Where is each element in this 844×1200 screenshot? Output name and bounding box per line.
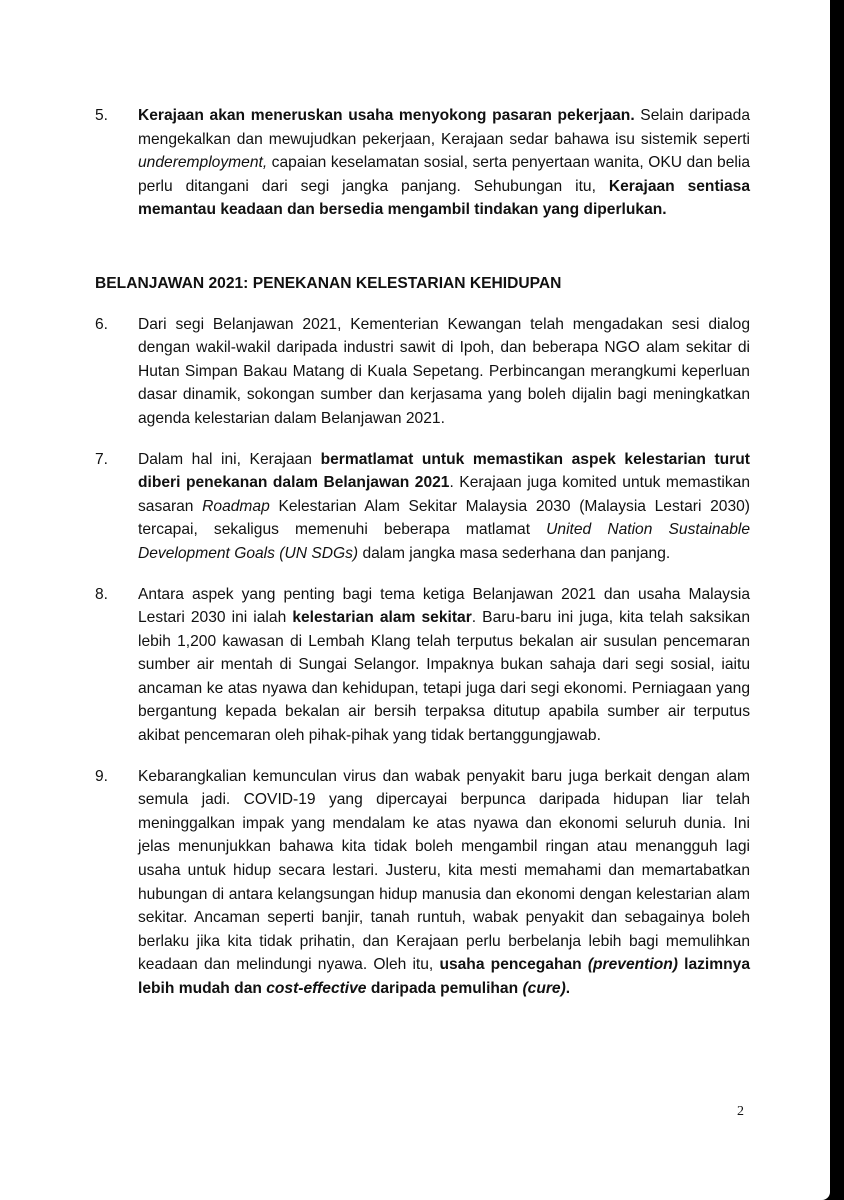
paragraph-segment: (cure) xyxy=(522,980,566,997)
paragraph-segment: cost-effective xyxy=(266,980,367,997)
paragraph-segment: kelestarian alam sekitar xyxy=(292,609,472,627)
paragraph-6 xyxy=(95,313,750,431)
paragraph-segment: United Nation Sustainable Development Goals (UN SDGs) xyxy=(138,521,750,562)
paragraph-number: 6. xyxy=(95,315,109,333)
page-number: 2 xyxy=(737,1104,744,1119)
paragraph-segment: Selain daripada mengekalkan dan mewujudkan pekerjaan, Kerajaan sedar bahawa isu sistemik seperti xyxy=(138,107,750,148)
paragraph-segment: dalam jangka masa sederhana dan panjang. xyxy=(358,544,671,562)
paragraph-segment: Roadmap xyxy=(202,497,270,515)
paragraph-number: 9. xyxy=(95,767,109,785)
paragraph-segment: Kebarangkalian kemunculan virus dan wabak penyakit baru juga berkait dengan alam semula jadi. COVID-19 yang dipercayai berpunca daripada hidupan liar telah meninggalkan impak yang mendalam ke atas nyawa dan ekonomi seluruh dunia. Ini jelas menunjukkan bahawa kita tidak boleh mengambil ringan atau menangguh lagi usaha untuk hidup secara lestari. Justeru, kita mesti memahami dan memartabatkan hubungan di antara kelangsungan hidup manusia dan ekonomi dengan kelestarian alam sekitar. Ancaman seperti banjir, tanah runtuh, wabak penyakit dan sebagainya boleh berlaku jika kita tidak prihatin, dan Kerajaan perlu berbelanja lebih bagi memulihkan keadaan dan melindungi nyawa. Oleh itu, xyxy=(138,767,750,974)
paragraph-segment: Dari segi Belanjawan 2021, Kementerian Kewangan telah mengadakan sesi dialog dengan wakil-wakil daripada industri sawit di Ipoh, dan beberapa NGO alam sekitar di Hutan Simpan Bakau Matang di Kuala Sepetang. Perbincangan merangkumi keperluan dasar dinamik, sokongan sumber dan kerjasama yang boleh dijalin bagi meningkatkan agenda kelestarian dalam Belanjawan 2021. xyxy=(138,315,750,427)
paragraph-segment: capaian keselamatan sosial, serta penyertaan wanita, OKU dan belia perlu ditangani dari segi jangka panjang. Sehubungan itu, xyxy=(138,154,750,195)
paragraph-segment: usaha pencegahan xyxy=(439,956,588,974)
paragraph-5 xyxy=(95,104,750,222)
paragraph-8 xyxy=(95,583,750,748)
paragraph-segment: (prevention) xyxy=(587,956,678,974)
section-heading: BELANJAWAN 2021: PENEKANAN KELESTARIAN KEHIDUPAN xyxy=(95,274,562,292)
paragraph-segment: underemployment, xyxy=(138,154,268,172)
paragraph-segment: . Baru-baru ini juga, kita telah saksikan lebih 1,200 kawasan di Lembah Klang telah terputus bekalan air susulan pencemaran sumber air mentah di Sungai Selangor. Impaknya bukan sahaja dari segi sosial, iaitu ancaman ke atas nyawa dan kehidupan, tetapi juga dari segi ekonomi. Perniagaan yang bergantung kepada bekalan air bersih terpaksa ditutup apabila sumber air terputus akibat pencemaran oleh pihak-pihak yang tidak bertanggungjawab. xyxy=(138,609,750,745)
paragraph-segment: Kerajaan akan meneruskan usaha menyokong pasaran pekerjaan. xyxy=(138,107,635,124)
paragraph-segment: daripada pemulihan xyxy=(366,980,523,997)
paragraph-number: 5. xyxy=(95,107,109,124)
paragraph-segment: Kelestarian Alam Sekitar Malaysia 2030 (Malaysia Lestari 2030) tercapai, sekaligus memenuhi beberapa matlamat xyxy=(138,497,750,539)
document-body xyxy=(95,104,750,1001)
paragraph-segment: Antara aspek yang penting bagi tema ketiga Belanjawan 2021 dan usaha Malaysia Lestari 2030 ini ialah xyxy=(138,585,750,627)
paragraph-segment: Dalam hal ini, Kerajaan xyxy=(138,450,321,468)
paragraph-segment: . Kerajaan juga komited untuk memastikan sasaran xyxy=(138,474,750,515)
paragraph-segment: bermatlamat untuk memastikan aspek kelestarian turut diberi penekanan dalam Belanjawan 2021 xyxy=(138,450,750,492)
paragraph-segment: Kerajaan sentiasa memantau keadaan dan bersedia mengambil tindakan yang diperlukan. xyxy=(138,177,751,219)
paragraph-number: 8. xyxy=(95,585,109,603)
paragraph-9 xyxy=(95,765,750,1001)
paragraph-7 xyxy=(95,448,750,566)
paragraph-segment: . xyxy=(565,980,571,997)
paragraph-segment: lazimnya lebih mudah dan xyxy=(138,956,750,997)
paragraph-number: 7. xyxy=(95,450,109,468)
